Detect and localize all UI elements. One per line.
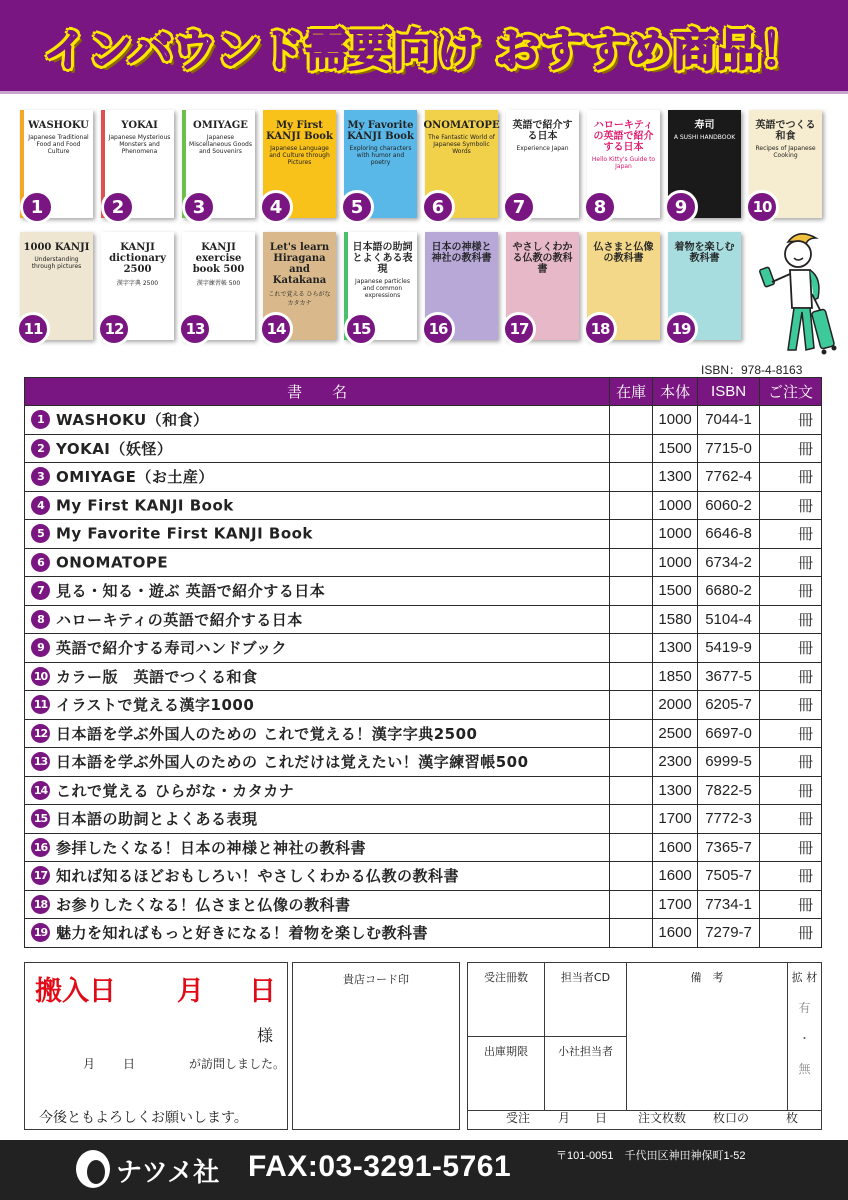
- table-row: [25, 805, 822, 834]
- book-cover-19: [668, 232, 741, 340]
- cover-subtitle: 漢字練習帳 500: [196, 280, 241, 287]
- cover-number-badge: 12: [97, 312, 131, 346]
- delivery-month-label: 月: [177, 976, 204, 1007]
- cover-subtitle: Hello Kitty's Guide to Japan: [591, 156, 656, 170]
- price-cell: 1500: [653, 577, 698, 606]
- order-count-cell[interactable]: [468, 963, 545, 1037]
- price-cell: 1000: [653, 491, 698, 520]
- cover-subtitle: Japanese Language and Culture through Pictures: [269, 145, 330, 166]
- visit-day-label: 日: [123, 1057, 136, 1071]
- customer-honorific: 様: [256, 1026, 273, 1045]
- cover-number-badge: 2: [101, 190, 135, 224]
- stock-cell[interactable]: [610, 406, 653, 435]
- cover-subtitle: 漢字字典 2500: [116, 280, 159, 287]
- cover-title: 日本の神様と神社の教科書: [431, 242, 492, 264]
- isbn-cell: 7772-3: [698, 805, 760, 834]
- cover-title: ハローキティの英語で紹介する日本: [593, 120, 654, 153]
- stock-cell[interactable]: [610, 805, 653, 834]
- delivery-label: 搬入日: [35, 976, 116, 1007]
- price-cell: 1300: [653, 463, 698, 492]
- book-title: 日本語の助詞とよくある表現: [56, 810, 258, 829]
- cover-number-badge: 9: [664, 190, 698, 224]
- stock-cell[interactable]: [610, 890, 653, 919]
- order-quantity-cell[interactable]: 冊: [760, 862, 822, 891]
- book-cover-3: [182, 110, 255, 218]
- row-number-badge: 5: [31, 524, 50, 543]
- table-row: [25, 577, 822, 606]
- company-name: ナツメ社: [116, 1158, 220, 1188]
- price-cell: 1580: [653, 605, 698, 634]
- isbn-cell: 6060-2: [698, 491, 760, 520]
- isbn-cell: 5104-4: [698, 605, 760, 634]
- cover-title: Let's learn Hiragana and Katakana: [269, 242, 330, 286]
- price-cell: 1700: [653, 890, 698, 919]
- book-cover-17: [506, 232, 579, 340]
- book-title: ONOMATOPE: [56, 553, 169, 572]
- isbn-cell: 7734-1: [698, 890, 760, 919]
- cover-title: KANJI dictionary 2500: [109, 242, 166, 275]
- price-cell: 2300: [653, 748, 698, 777]
- book-title: 見る・知る・遊ぶ 英語で紹介する日本: [56, 582, 326, 601]
- price-cell: 1000: [653, 520, 698, 549]
- book-cover-10: [749, 110, 822, 218]
- col-header-order: ご注文: [760, 378, 822, 406]
- book-cover-14: [263, 232, 336, 340]
- stock-cell[interactable]: [610, 577, 653, 606]
- book-title: 英語で紹介する寿司ハンドブック: [56, 639, 288, 658]
- cover-number-badge: 10: [745, 190, 779, 224]
- sheet-count-label: 注文枚数: [638, 1111, 687, 1125]
- table-row: [25, 776, 822, 805]
- col-header-stock: 在庫: [610, 378, 653, 406]
- book-title-cell: [25, 691, 610, 720]
- book-cover-1: [20, 110, 93, 218]
- our-staff-cell[interactable]: [545, 1037, 627, 1111]
- cover-title: WASHOKU: [28, 120, 89, 131]
- order-quantity-cell[interactable]: 冊: [760, 406, 822, 435]
- book-title: WASHOKU（和食）: [56, 411, 209, 430]
- traveler-illustration-icon: [758, 228, 838, 358]
- shop-code-stamp-box: [292, 962, 460, 1130]
- cover-number-badge: 17: [502, 312, 536, 346]
- sheet-of-label: 枚口の: [713, 1111, 750, 1125]
- isbn-cell: 6999-5: [698, 748, 760, 777]
- order-table: [24, 377, 822, 948]
- order-quantity-cell[interactable]: 冊: [760, 748, 822, 777]
- book-title-cell: [25, 548, 610, 577]
- book-covers-grid: [20, 110, 840, 354]
- book-title-cell: [25, 776, 610, 805]
- cover-subtitle: The Fantastic World of Japanese Symbolic Words: [428, 134, 495, 155]
- isbn-cell: 6697-0: [698, 719, 760, 748]
- stock-cell[interactable]: [610, 862, 653, 891]
- stock-cell[interactable]: [610, 662, 653, 691]
- table-row: [25, 662, 822, 691]
- order-quantity-cell[interactable]: 冊: [760, 491, 822, 520]
- row-number-badge: 2: [31, 439, 50, 458]
- isbn-cell: 7822-5: [698, 776, 760, 805]
- book-title: My First KANJI Book: [56, 496, 234, 515]
- staff-cd-cell[interactable]: [545, 963, 627, 1037]
- isbn-cell: 7044-1: [698, 406, 760, 435]
- ship-deadline-cell[interactable]: [468, 1037, 545, 1111]
- table-row: [25, 833, 822, 862]
- cover-title: My First KANJI Book: [266, 120, 333, 142]
- natsume-logo-icon: [76, 1150, 110, 1188]
- book-cover-11: [20, 232, 93, 340]
- book-title-cell: [25, 719, 610, 748]
- order-quantity-cell[interactable]: 冊: [760, 463, 822, 492]
- book-title: YOKAI（妖怪）: [56, 439, 173, 458]
- order-quantity-cell[interactable]: 冊: [760, 662, 822, 691]
- cover-title: OMIYAGE: [193, 120, 248, 131]
- cover-row-1: [20, 110, 840, 218]
- book-title-cell: [25, 862, 610, 891]
- staff-cd-label: 担当者CD: [560, 971, 611, 984]
- book-title-cell: [25, 634, 610, 663]
- isbn-cell: 6205-7: [698, 691, 760, 720]
- cover-subtitle: Experience Japan: [516, 145, 569, 152]
- table-row: [25, 748, 822, 777]
- banner-title: インバウンド需要向け おすすめ商品！: [43, 24, 805, 76]
- cover-title: 寿司: [694, 120, 715, 131]
- cover-title: KANJI exercise book 500: [192, 242, 245, 275]
- cover-number-badge: 11: [16, 312, 50, 346]
- book-cover-2: [101, 110, 174, 218]
- table-row: [25, 919, 822, 948]
- book-title: お参りしたくなる！仏さまと仏像の教科書: [56, 895, 351, 914]
- book-cover-4: [263, 110, 336, 218]
- stock-cell[interactable]: [610, 463, 653, 492]
- book-title-cell: [25, 890, 610, 919]
- cover-number-badge: 4: [259, 190, 293, 224]
- stock-cell[interactable]: [610, 605, 653, 634]
- received-month-label: 月: [558, 1111, 571, 1125]
- book-cover-8: [587, 110, 660, 218]
- table-row: [25, 406, 822, 435]
- col-header-title: 書 名: [25, 378, 610, 406]
- order-quantity-cell[interactable]: 冊: [760, 890, 822, 919]
- book-title: これで覚える ひらがな・カタカナ: [56, 781, 295, 800]
- promo-separator: ・: [799, 1032, 810, 1045]
- promo-material-label: 拡 材: [791, 971, 818, 984]
- cover-title: YOKAI: [121, 120, 158, 131]
- book-title: 日本語を学ぶ外国人のための これで覚える！漢字字典2500: [56, 724, 478, 743]
- book-title: OMIYAGE（お土産）: [56, 468, 214, 487]
- book-title: 参拝したくなる！日本の神様と神社の教科書: [56, 838, 367, 857]
- order-count-label: 受注冊数: [484, 971, 528, 984]
- cover-number-badge: 3: [182, 190, 216, 224]
- order-quantity-cell[interactable]: 冊: [760, 919, 822, 948]
- cover-subtitle: Exploring characters with humor and poetry: [349, 145, 412, 166]
- row-number-badge: 13: [31, 752, 50, 771]
- cover-title: ONOMATOPE: [423, 120, 500, 131]
- row-number-badge: 9: [31, 638, 50, 657]
- book-title: イラストで覚える漢字1000: [56, 696, 255, 715]
- table-row: [25, 491, 822, 520]
- isbn-cell: 7505-7: [698, 862, 760, 891]
- cover-subtitle: A SUSHI HANDBOOK: [673, 134, 736, 141]
- cover-number-badge: 14: [259, 312, 293, 346]
- cover-number-badge: 15: [344, 312, 378, 346]
- book-title-cell: [25, 805, 610, 834]
- table-row: [25, 548, 822, 577]
- book-cover-5: [344, 110, 417, 218]
- price-cell: 1600: [653, 833, 698, 862]
- price-cell: 1000: [653, 406, 698, 435]
- price-cell: 1600: [653, 862, 698, 891]
- row-number-badge: 12: [31, 724, 50, 743]
- ship-deadline-label: 出庫期限: [484, 1045, 528, 1058]
- row-number-badge: 6: [31, 553, 50, 572]
- order-memo-box: [467, 962, 822, 1130]
- isbn-cell: 3677-5: [698, 662, 760, 691]
- cover-title: 仏さまと仏像の教科書: [593, 242, 654, 264]
- book-title-cell: [25, 463, 610, 492]
- isbn-cell: 7715-0: [698, 434, 760, 463]
- table-row: [25, 634, 822, 663]
- row-number-badge: 10: [31, 667, 50, 686]
- col-header-isbn: ISBN: [698, 378, 760, 406]
- delivery-day-label: 日: [249, 976, 276, 1007]
- regards-text: 今後ともよろしくお願いします。: [39, 1110, 248, 1126]
- isbn-cell: 6646-8: [698, 520, 760, 549]
- book-title: 魅力を知ればもっと好きになる！着物を楽しむ教科書: [56, 924, 429, 943]
- stock-cell[interactable]: [610, 776, 653, 805]
- cover-subtitle: Recipes of Japanese Cooking: [755, 145, 816, 159]
- cover-number-badge: 8: [583, 190, 617, 224]
- shop-code-label: 貴店コード印: [343, 973, 409, 986]
- row-number-badge: 8: [31, 610, 50, 629]
- cover-subtitle: Japanese Mysterious Monsters and Phenomena: [108, 134, 171, 155]
- order-quantity-cell[interactable]: 冊: [760, 605, 822, 634]
- visit-month-label: 月: [83, 1057, 96, 1071]
- order-quantity-cell[interactable]: 冊: [760, 833, 822, 862]
- row-number-badge: 7: [31, 581, 50, 600]
- col-header-price: 本体: [653, 378, 698, 406]
- promo-no-option[interactable]: 無: [798, 1062, 811, 1076]
- cover-number-badge: 5: [340, 190, 374, 224]
- book-title-cell: [25, 491, 610, 520]
- cover-title: 日本語の助詞とよくある表現: [352, 242, 413, 275]
- promo-material-cell[interactable]: [788, 963, 821, 1111]
- book-title-cell: [25, 577, 610, 606]
- order-quantity-cell[interactable]: 冊: [760, 776, 822, 805]
- stock-cell[interactable]: [610, 634, 653, 663]
- row-number-badge: 4: [31, 496, 50, 515]
- price-cell: 1300: [653, 634, 698, 663]
- book-cover-12: [101, 232, 174, 340]
- price-cell: 1700: [653, 805, 698, 834]
- stock-cell[interactable]: [610, 548, 653, 577]
- book-cover-18: [587, 232, 660, 340]
- cover-title: My Favorite KANJI Book: [347, 120, 414, 142]
- visit-text: が訪問しました。: [189, 1057, 286, 1071]
- footer-bar: [0, 1140, 848, 1200]
- order-quantity-cell[interactable]: 冊: [760, 434, 822, 463]
- stock-cell[interactable]: [610, 691, 653, 720]
- cover-title: 英語でつくる和食: [755, 120, 816, 142]
- row-number-badge: 16: [31, 838, 50, 857]
- book-title-cell: [25, 919, 610, 948]
- sheet-unit-label: 枚: [786, 1111, 799, 1125]
- promo-yes-option[interactable]: 有: [798, 1001, 811, 1015]
- stock-cell[interactable]: [610, 833, 653, 862]
- table-row: [25, 434, 822, 463]
- cover-number-badge: 13: [178, 312, 212, 346]
- row-number-badge: 3: [31, 467, 50, 486]
- stock-cell[interactable]: [610, 491, 653, 520]
- price-cell: 2500: [653, 719, 698, 748]
- order-quantity-cell[interactable]: 冊: [760, 805, 822, 834]
- order-quantity-cell[interactable]: 冊: [760, 634, 822, 663]
- book-title-cell: [25, 605, 610, 634]
- price-cell: 2000: [653, 691, 698, 720]
- isbn-cell: 6734-2: [698, 548, 760, 577]
- book-title: ハローキティの英語で紹介する日本: [56, 610, 303, 629]
- book-title: 日本語を学ぶ外国人のための これだけは覚えたい！漢字練習帳500: [56, 753, 529, 772]
- cover-title: やさしくわかる仏教の教科書: [512, 242, 573, 275]
- table-row: [25, 463, 822, 492]
- price-cell: 1600: [653, 919, 698, 948]
- book-title: カラー版 英語でつくる和食: [56, 667, 258, 686]
- isbn-cell: 7279-7: [698, 919, 760, 948]
- row-number-badge: 1: [31, 410, 50, 429]
- book-cover-7: [506, 110, 579, 218]
- row-number-badge: 11: [31, 695, 50, 714]
- book-title-cell: [25, 434, 610, 463]
- cover-number-badge: 19: [664, 312, 698, 346]
- isbn-cell: 6680-2: [698, 577, 760, 606]
- book-title: My Favorite First KANJI Book: [56, 524, 313, 543]
- row-number-badge: 15: [31, 809, 50, 828]
- book-title-cell: [25, 833, 610, 862]
- price-cell: 1500: [653, 434, 698, 463]
- table-row: [25, 691, 822, 720]
- cover-number-badge: 7: [502, 190, 536, 224]
- isbn-cell: 5419-9: [698, 634, 760, 663]
- received-day-label: 日: [595, 1111, 608, 1125]
- isbn-cell: 7365-7: [698, 833, 760, 862]
- cover-number-badge: 18: [583, 312, 617, 346]
- order-quantity-cell[interactable]: 冊: [760, 577, 822, 606]
- cover-number-badge: 1: [20, 190, 54, 224]
- price-cell: 1850: [653, 662, 698, 691]
- stock-cell[interactable]: [610, 748, 653, 777]
- stock-cell[interactable]: [610, 434, 653, 463]
- book-cover-16: [425, 232, 498, 340]
- cover-number-badge: 6: [421, 190, 455, 224]
- fax-number: FAX:03-3291-5761: [248, 1150, 512, 1183]
- price-cell: 1000: [653, 548, 698, 577]
- book-title: 知れば知るほどおもしろい！やさしくわかる仏教の教科書: [56, 867, 460, 886]
- cover-subtitle: Japanese particles and common expressions: [355, 278, 410, 299]
- order-quantity-cell[interactable]: 冊: [760, 691, 822, 720]
- order-summary-row: [468, 1104, 821, 1129]
- row-number-badge: 14: [31, 781, 50, 800]
- delivery-date-box: [24, 962, 288, 1130]
- book-title-cell: [25, 748, 610, 777]
- book-cover-9: [668, 110, 741, 218]
- row-number-badge: 19: [31, 923, 50, 942]
- book-title-cell: [25, 662, 610, 691]
- cover-row-2: [20, 232, 840, 340]
- order-quantity-cell[interactable]: 冊: [760, 719, 822, 748]
- table-row: [25, 862, 822, 891]
- table-row: [25, 605, 822, 634]
- stock-cell[interactable]: [610, 719, 653, 748]
- table-row: [25, 520, 822, 549]
- book-cover-13: [182, 232, 255, 340]
- cover-subtitle: Japanese Miscellaneous Goods and Souvenirs: [189, 134, 252, 155]
- order-quantity-cell[interactable]: 冊: [760, 548, 822, 577]
- isbn-cell: 7762-4: [698, 463, 760, 492]
- isbn-prefix: ISBN：978-4-8163: [701, 363, 803, 377]
- price-cell: 1300: [653, 776, 698, 805]
- header-banner: [0, 0, 848, 94]
- cover-title: 着物を楽しむ教科書: [674, 242, 735, 264]
- our-staff-label: 小社担当者: [558, 1045, 613, 1058]
- table-row: [25, 890, 822, 919]
- table-row: [25, 719, 822, 748]
- company-address: 〒101-0051 千代田区神田神保町1-52: [556, 1150, 746, 1162]
- cover-subtitle: Understanding through pictures: [31, 256, 82, 270]
- remarks-label: 備 考: [690, 971, 724, 984]
- stock-cell[interactable]: [610, 520, 653, 549]
- cover-title: 1000 KANJI: [23, 242, 90, 253]
- book-title-cell: [25, 520, 610, 549]
- cover-title: 英語で紹介する日本: [512, 120, 573, 142]
- cover-number-badge: 16: [421, 312, 455, 346]
- cover-subtitle: これで覚える ひらがな カタカナ: [268, 291, 331, 307]
- row-number-badge: 18: [31, 895, 50, 914]
- book-cover-6: [425, 110, 498, 218]
- table-header-row: [25, 378, 822, 406]
- stock-cell[interactable]: [610, 919, 653, 948]
- received-label: 受注: [506, 1111, 531, 1125]
- book-title-cell: [25, 406, 610, 435]
- row-number-badge: 17: [31, 866, 50, 885]
- cover-subtitle: Japanese Traditional Food and Food Culture: [28, 134, 89, 155]
- remarks-cell[interactable]: [627, 963, 788, 1111]
- order-quantity-cell[interactable]: 冊: [760, 520, 822, 549]
- book-cover-15: [344, 232, 417, 340]
